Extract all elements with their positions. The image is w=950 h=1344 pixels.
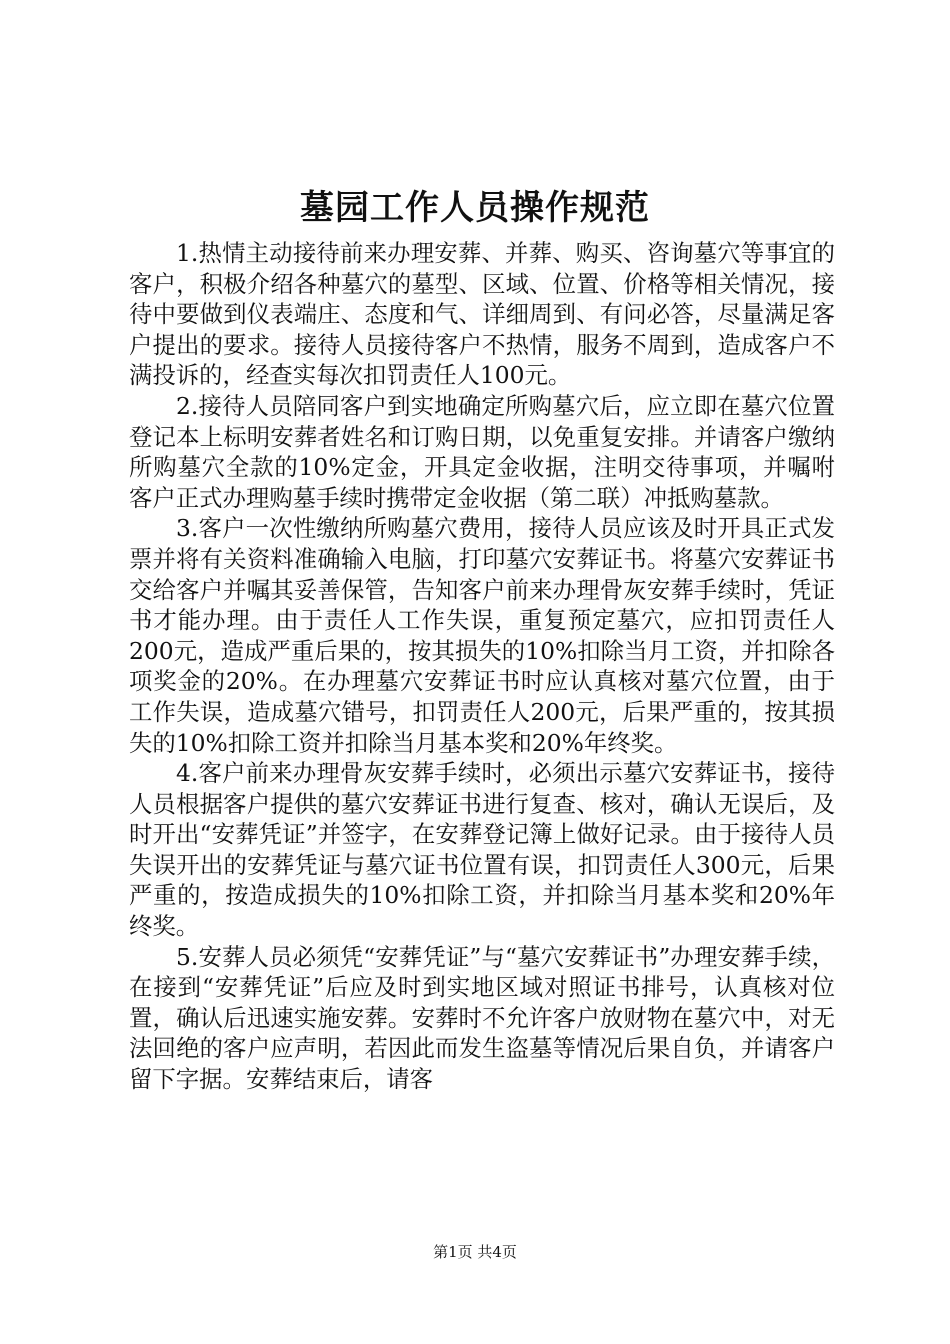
paragraph-4: 4.客户前来办理骨灰安葬手续时，必须出示墓穴安葬证书，接待人员根据客户提供的墓穴安葬证书进行复查、核对，确认无误后，及时开出“安葬凭证”并签字，在安葬登记簿上做好记录。由于接待人员失误开出的安葬凭证与墓穴证书位置有误，扣罚责任人300元，后果严重的，按造成损失的10%扣除工资，并扣除当月基本奖和20%年终奖。: [129, 759, 835, 941]
paragraph-2: 2.接待人员陪同客户到实地确定所购墓穴后，应立即在墓穴位置登记本上标明安葬者姓名和订购日期，以免重复安排。并请客户缴纳所购墓穴全款的10%定金，开具定金收据，注明交待事项，并嘱咐客户正式办理购墓手续时携带定金收据（第二联）冲抵购墓款。: [129, 391, 835, 512]
page-footer: 第1页 共4页: [433, 1243, 517, 1261]
paragraph-1: 1.热情主动接待前来办理安葬、并葬、购买、咨询墓穴等事宜的客户，积极介绍各种墓穴的墓型、区域、位置、价格等相关情况，接待中要做到仪表端庄、态度和气、详细周到、有问必答，尽量满足客户提出的要求。接待人员接待客户不热情，服务不周到，造成客户不满投诉的，经查实每次扣罚责任人100元。: [129, 239, 835, 390]
paragraph-3: 3.客户一次性缴纳所购墓穴费用，接待人员应该及时开具正式发票并将有关资料准确输入电脑，打印墓穴安葬证书。将墓穴安葬证书交给客户并嘱其妥善保管，告知客户前来办理骨灰安葬手续时，凭证书才能办理。由于责任人工作失误，重复预定墓穴，应扣罚责任人200元，造成严重后果的，按其损失的10%扣除当月工资，并扣除各项奖金的20%。在办理墓穴安葬证书时应认真核对墓穴位置，由于工作失误，造成墓穴错号，扣罚责任人200元，后果严重的，按其损失的10%扣除工资并扣除当月基本奖和20%年终奖。: [129, 514, 835, 757]
paragraph-5: 5.安葬人员必须凭“安葬凭证”与“墓穴安葬证书”办理安葬手续，在接到“安葬凭证”后应及时到实地区域对照证书排号，认真核对位置，确认后迅速实施安葬。安葬时不允许客户放财物在墓穴中，对无法回绝的客户应声明，若因此而发生盗墓等情况后果自负，并请客户留下字据。安葬结束后，请客: [129, 942, 835, 1094]
document-body: [129, 238, 835, 1095]
page-title: 墓园工作人员操作规范: [300, 188, 650, 228]
